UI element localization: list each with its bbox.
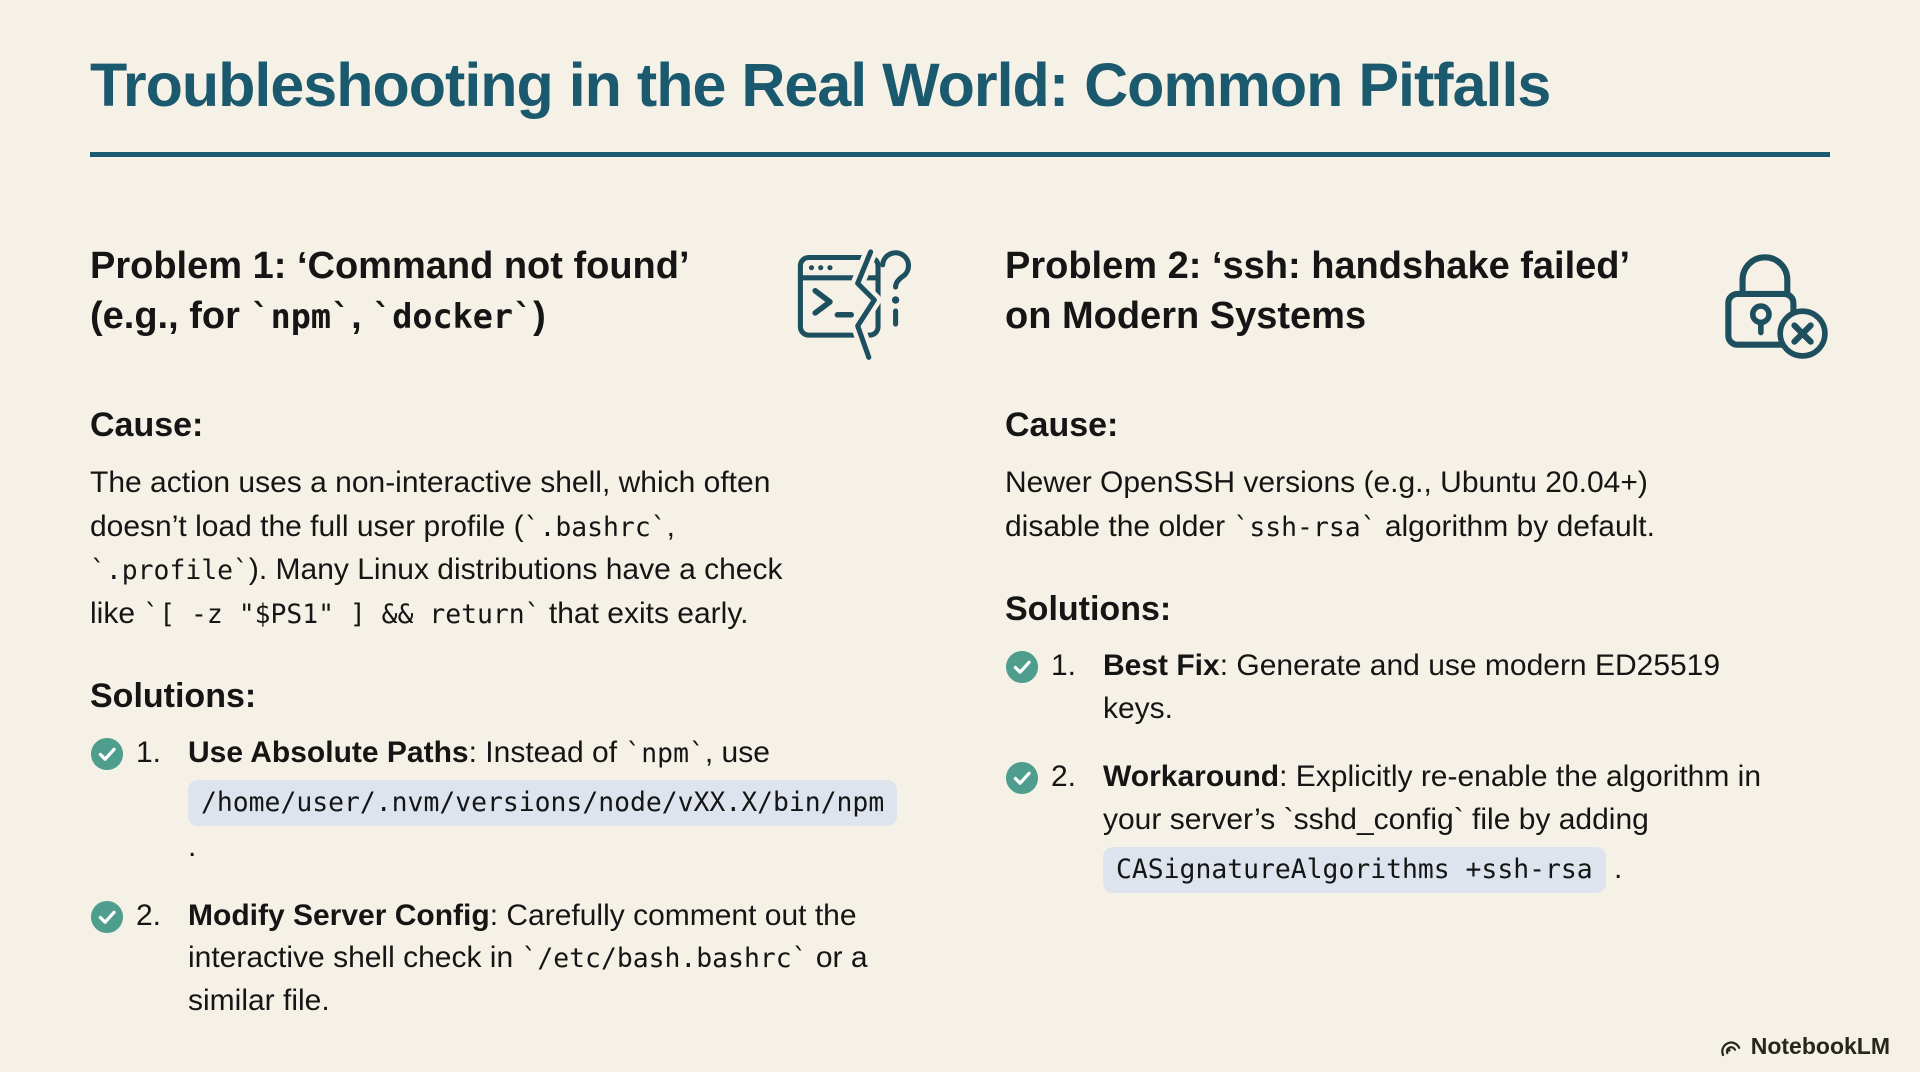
solution-item [1005, 645, 1830, 730]
item-number: 2. [1051, 760, 1077, 794]
cause-text: Newer OpenSSH versions (e.g., Ubuntu 20.04+) disable the older `ssh-rsa` algorithm by default. [1005, 466, 1655, 543]
broken-terminal-icon [793, 236, 915, 364]
item-text: Workaround: Explicitly re-enable the algorithm in your server’s `sshd_config` file by adding CASignatureAlgorithms +ssh-rsa . [1103, 756, 1783, 893]
check-circle-icon [1005, 650, 1039, 684]
title-divider [90, 152, 1830, 157]
notebooklm-swirl-icon [1717, 1034, 1743, 1060]
notebooklm-logo-text: NotebookLM [1750, 1033, 1890, 1059]
check-circle-icon [90, 737, 124, 771]
solutions-label: Solutions: [1005, 590, 1172, 629]
problem-1-section [90, 242, 915, 1022]
problem-2-title: Problem 2: ‘ssh: handshake failed’ on Modern Systems [1005, 245, 1628, 337]
solutions-label: Solutions: [90, 677, 257, 716]
item-text: Use Absolute Paths: Instead of `npm`, use /home/user/.nvm/versions/node/vXX.X/bin/npm . [188, 732, 868, 869]
cause-label: Cause: [1005, 406, 1119, 445]
page-title: Troubleshooting in the Real World: Common Pitfalls [90, 51, 1551, 119]
notebooklm-logo [1717, 1033, 1890, 1060]
item-number: 1. [1051, 649, 1077, 683]
item-text: Modify Server Config: Carefully comment out the interactive shell check in `/etc/bash.bashrc` or a similar file. [188, 898, 868, 1017]
item-text: Best Fix: Generate and use modern ED25519 keys. [1103, 649, 1721, 725]
solution-item [90, 732, 915, 869]
problem-2-section [1005, 242, 1830, 1022]
cause-text: The action uses a non-interactive shell, which often doesn’t load the full user profile (`.bashrc`, `.profile`). Many Linux distributions have a check like `[ -z "$PS1" ] && return` that exits early. [90, 466, 783, 630]
item-number: 2. [136, 898, 162, 932]
item-number: 1. [136, 736, 162, 770]
problem-columns [90, 242, 1830, 1022]
problem-1-header [90, 242, 915, 364]
problem-2-header [1005, 242, 1830, 364]
solution-item [1005, 756, 1830, 893]
solutions-list [90, 732, 915, 1022]
broken-lock-icon [1708, 236, 1830, 364]
solution-item [90, 895, 915, 1023]
check-circle-icon [1005, 761, 1039, 795]
cause-label: Cause: [90, 406, 204, 445]
check-circle-icon [90, 900, 124, 934]
solutions-list [1005, 645, 1830, 893]
problem-1-title: Problem 1: ‘Command not found’ (e.g., for `npm`, `docker`) [90, 245, 688, 337]
